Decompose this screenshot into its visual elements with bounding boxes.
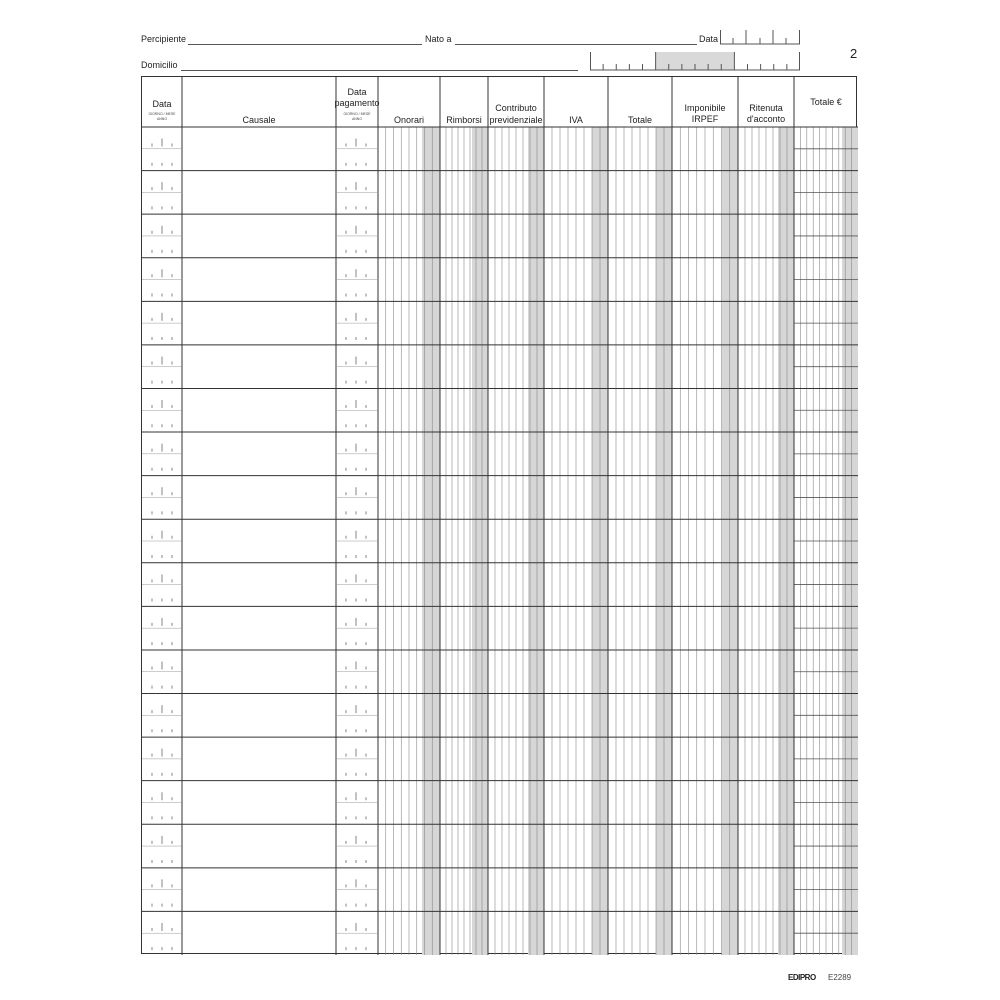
col-header-data: Data	[152, 99, 172, 109]
brand-logo: EDIPRO	[788, 973, 816, 982]
amount-shaded-digits	[528, 127, 544, 955]
col-header-data-pagamento-1: Data	[347, 87, 367, 97]
col-header-data-pagamento-2: pagamento	[334, 98, 380, 108]
domicilio-label: Domicilio	[141, 60, 178, 70]
col-header-onorari: Onorari	[393, 115, 424, 125]
amount-shaded-digits	[778, 127, 794, 955]
percipiente-label: Percipiente	[141, 34, 187, 44]
col-header-imponibile-2: IRPEF	[691, 114, 719, 124]
col-header-imponibile-1: Imponibile	[684, 103, 726, 113]
compensi-table	[141, 76, 857, 954]
data-field[interactable]	[720, 26, 800, 45]
col-header-ritenuta-1: Ritenuta	[749, 103, 783, 113]
col-header-rimborsi: Rimborsi	[446, 115, 482, 125]
col-header-totale-euro: Totale €	[810, 97, 842, 107]
col-header-contributo-1: Contributo	[495, 103, 537, 113]
nato-a-label: Nato a	[425, 34, 452, 44]
nato-a-field[interactable]	[455, 44, 697, 45]
col-header-iva: IVA	[569, 115, 583, 125]
codice-fiscale-field[interactable]	[590, 52, 800, 71]
col-header-data-pagamento-sub2: ANNO	[351, 117, 363, 121]
col-header-contributo-2: previdenziale	[489, 115, 543, 125]
amount-shaded-digits	[472, 127, 488, 955]
col-header-data-pagamento-sub: GIORNO / MESE	[343, 112, 371, 116]
domicilio-field[interactable]	[181, 70, 578, 71]
col-header-data-sub2: ANNO	[156, 117, 168, 121]
col-header-totale: Totale	[627, 115, 653, 125]
col-header-data-sub: GIORNO / MESE	[148, 112, 176, 116]
col-header-ritenuta-2: d'acconto	[746, 114, 786, 124]
col-header-causale: Causale	[242, 115, 276, 125]
form-code: E2289	[828, 973, 852, 982]
page-number: 2	[850, 46, 858, 61]
data-label: Data	[699, 34, 719, 44]
percipiente-field[interactable]	[188, 44, 422, 45]
